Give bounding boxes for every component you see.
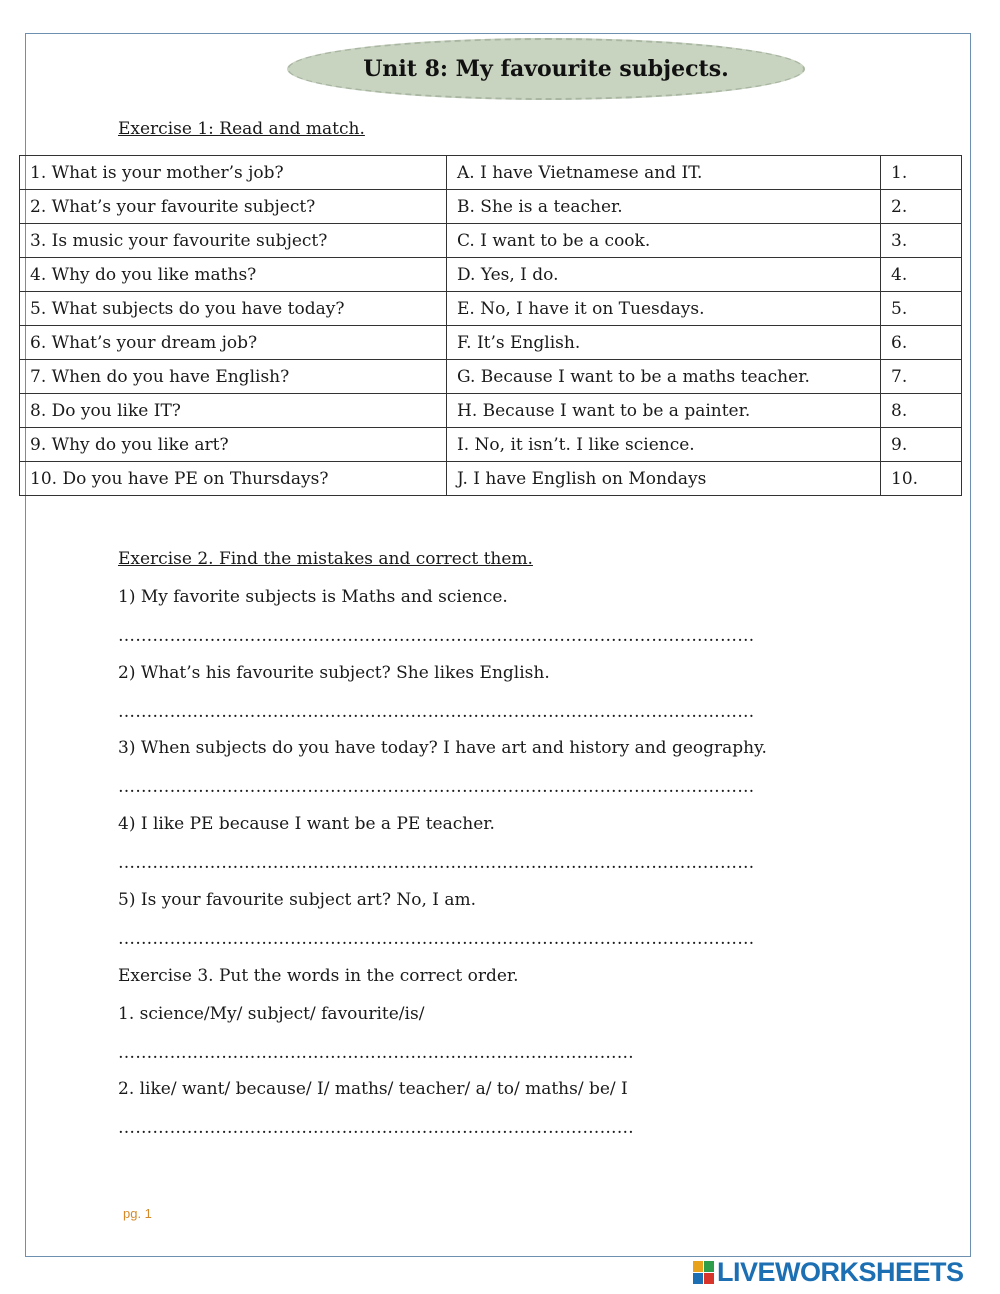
table-row: [20, 394, 962, 428]
exercise3-heading: Exercise 3. Put the words in the correct order.: [118, 966, 519, 986]
table-row: [20, 292, 962, 326]
liveworksheets-logo-icon: [693, 1261, 715, 1285]
match-number-cell[interactable]: 5.: [881, 292, 962, 326]
exercise2-item-2: 2) What’s his favourite subject? She likes English.: [118, 663, 550, 683]
exercise3-item-2: 2. like/ want/ because/ I/ maths/ teacher/ a/ to/ maths/ be/ I: [118, 1079, 628, 1099]
page-title: Unit 8: My favourite subjects.: [363, 56, 729, 82]
title-banner: [287, 38, 805, 100]
answer-cell: G. Because I want to be a maths teacher.: [447, 360, 881, 394]
question-cell: 8. Do you like IT?: [20, 394, 447, 428]
question-cell: 3. Is music your favourite subject?: [20, 224, 447, 258]
question-cell: 1. What is your mother’s job?: [20, 156, 447, 190]
brand-name: LIVEWORKSHEETS: [717, 1257, 964, 1287]
exercise2-item-3: 3) When subjects do you have today? I have art and history and geography.: [118, 738, 767, 758]
match-number-cell[interactable]: 8.: [881, 394, 962, 428]
question-cell: 5. What subjects do you have today?: [20, 292, 447, 326]
exercise2-item-4: 4) I like PE because I want be a PE teacher.: [118, 814, 495, 834]
question-cell: 6. What’s your dream job?: [20, 326, 447, 360]
exercise3-item-1: 1. science/My/ subject/ favourite/is/: [118, 1004, 425, 1024]
answer-line[interactable]: …………………………………………………………………………………………………: [118, 702, 755, 722]
question-cell: 9. Why do you like art?: [20, 428, 447, 462]
answer-line[interactable]: …………………………………………………………………………………………………: [118, 626, 755, 646]
table-row: [20, 190, 962, 224]
table-row: [20, 156, 962, 190]
page-number: pg. 1: [123, 1206, 152, 1221]
answer-cell: J. I have English on Mondays: [447, 462, 881, 496]
table-row: [20, 360, 962, 394]
answer-cell: D. Yes, I do.: [447, 258, 881, 292]
answer-line[interactable]: …………………………………………………………………………………………………: [118, 777, 755, 797]
match-number-cell[interactable]: 6.: [881, 326, 962, 360]
match-number-cell[interactable]: 3.: [881, 224, 962, 258]
match-number-cell[interactable]: 7.: [881, 360, 962, 394]
answer-cell: A. I have Vietnamese and IT.: [447, 156, 881, 190]
liveworksheets-logo[interactable]: [693, 1257, 964, 1288]
answer-cell: C. I want to be a cook.: [447, 224, 881, 258]
match-number-cell[interactable]: 10.: [881, 462, 962, 496]
answer-cell: H. Because I want to be a painter.: [447, 394, 881, 428]
match-number-cell[interactable]: 1.: [881, 156, 962, 190]
match-number-cell[interactable]: 2.: [881, 190, 962, 224]
table-row: [20, 258, 962, 292]
answer-cell: I. No, it isn’t. I like science.: [447, 428, 881, 462]
exercise2-item-5: 5) Is your favourite subject art? No, I am.: [118, 890, 477, 910]
question-cell: 4. Why do you like maths?: [20, 258, 447, 292]
answer-line[interactable]: …………………………………………………………………………………………………: [118, 853, 755, 873]
match-number-cell[interactable]: 9.: [881, 428, 962, 462]
question-cell: 2. What’s your favourite subject?: [20, 190, 447, 224]
exercise2-item-1: 1) My favorite subjects is Maths and science.: [118, 587, 508, 607]
question-cell: 10. Do you have PE on Thursdays?: [20, 462, 447, 496]
table-row: [20, 428, 962, 462]
match-number-cell[interactable]: 4.: [881, 258, 962, 292]
table-row: [20, 326, 962, 360]
answer-line[interactable]: ………………………………………………………………………………: [118, 1118, 634, 1138]
table-row: [20, 462, 962, 496]
exercise1-heading: Exercise 1: Read and match.: [118, 119, 365, 139]
exercise2-heading: Exercise 2. Find the mistakes and correct them.: [118, 549, 533, 569]
answer-line[interactable]: ………………………………………………………………………………: [118, 1043, 634, 1063]
match-table: [19, 155, 962, 496]
table-row: [20, 224, 962, 258]
answer-cell: B. She is a teacher.: [447, 190, 881, 224]
answer-cell: E. No, I have it on Tuesdays.: [447, 292, 881, 326]
question-cell: 7. When do you have English?: [20, 360, 447, 394]
answer-cell: F. It’s English.: [447, 326, 881, 360]
answer-line[interactable]: …………………………………………………………………………………………………: [118, 929, 755, 949]
